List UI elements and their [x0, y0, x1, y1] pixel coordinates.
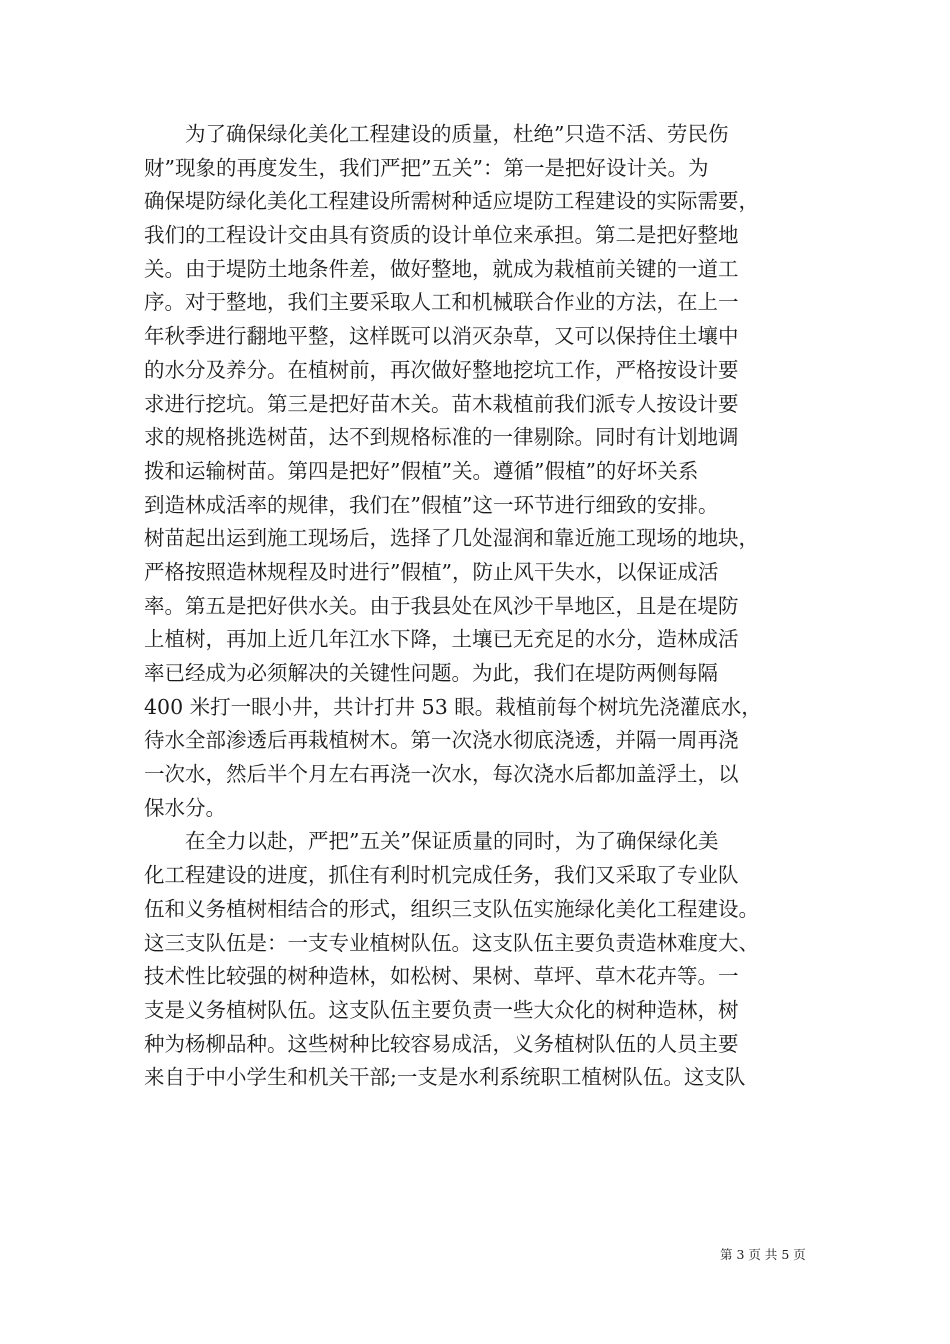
text-line: 来自于中小学生和机关干部;一支是水利系统职工植树队伍。这支队: [144, 1065, 746, 1090]
text-line: 求的规格挑选树苗，达不到规格标准的一律剔除。同时有计划地调: [144, 425, 739, 450]
text-line: 年秋季进行翻地平整，这样既可以消灭杂草，又可以保持住土壤中: [144, 324, 739, 349]
text-line: 求进行挖坑。第三是把好苗木关。苗木栽植前我们派专人按设计要: [144, 391, 739, 416]
text-line: 树苗起出运到施工现场后，选择了几处湿润和靠近施工现场的地块，: [144, 526, 759, 551]
text-line: 待水全部渗透后再栽植树木。第一次浇水彻底浇透，并隔一周再浇: [144, 728, 739, 753]
text-line: 率。第五是把好供水关。由于我县处在风沙干旱地区，且是在堤防: [144, 593, 739, 618]
text-line: 拨和运输树苗。第四是把好”假植”关。遵循”假植”的好坏关系: [144, 458, 699, 483]
text-line: 种为杨柳品种。这些树种比较容易成活，义务植树队伍的人员主要: [144, 1031, 739, 1056]
text-line: 到造林成活率的规律，我们在”假植”这一环节进行细致的安排。: [144, 492, 719, 517]
page-number: 第 3 页 共 5 页: [720, 1247, 806, 1262]
text-line: 的水分及养分。在植树前，再次做好整地挖坑工作，严格按设计要: [144, 357, 739, 382]
text-line: 技术性比较强的树种造林，如松树、果树、草坪、草木花卉等。一: [144, 964, 739, 989]
text-line: 上植树，再加上近几年江水下降，土壤已无充足的水分，造林成活: [144, 627, 739, 652]
text-line: 财”现象的再度发生，我们严把”五关”：第一是把好设计关。为: [144, 155, 709, 180]
text-line: 关。由于堤防土地条件差，做好整地，就成为栽植前关键的一道工: [144, 256, 739, 281]
text-line: 400 米打一眼小井，共计打井 53 眼。栽植前每个树坑先浇灌底水，: [144, 694, 762, 719]
text-line: 我们的工程设计交由具有资质的设计单位来承担。第二是把好整地: [144, 223, 739, 248]
text-line: 确保堤防绿化美化工程建设所需树种适应堤防工程建设的实际需要，: [144, 189, 759, 214]
text-line: 为了确保绿化美化工程建设的质量，杜绝”只造不活、劳民伤: [144, 122, 729, 146]
text-line: 化工程建设的进度，抓住有利时机完成任务，我们又采取了专业队: [144, 863, 739, 888]
text-line: 保水分。: [144, 795, 226, 820]
body-text: [144, 118, 804, 1095]
text-line: 支是义务植树队伍。这支队伍主要负责一些大众化的树种造林，树: [144, 997, 739, 1022]
text-line: 严格按照造林规程及时进行”假植”，防止风干失水，以保证成活: [144, 559, 719, 584]
text-line: 一次水，然后半个月左右再浇一次水，每次浇水后都加盖浮土，以: [144, 762, 739, 787]
text-line: 这三支队伍是：一支专业植树队伍。这支队伍主要负责造林难度大、: [144, 930, 759, 955]
text-line: 伍和义务植树相结合的形式，组织三支队伍实施绿化美化工程建设。: [144, 896, 759, 921]
text-line: 率已经成为必须解决的关键性问题。为此，我们在堤防两侧每隔: [144, 661, 718, 685]
text-line: 序。对于整地，我们主要采取人工和机械联合作业的方法，在上一: [144, 290, 739, 315]
text-line: 在全力以赴，严把”五关”保证质量的同时，为了确保绿化美: [144, 829, 719, 854]
